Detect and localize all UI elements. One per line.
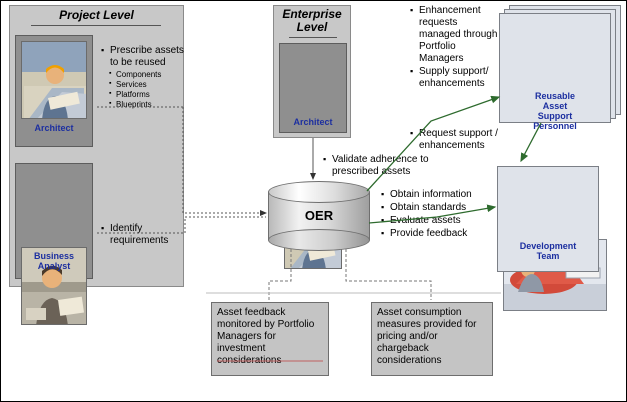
business-analyst-label: Business Analyst xyxy=(33,251,75,271)
architect-illustration xyxy=(22,42,87,119)
bullet-provide-feedback: ▪ Provide feedback xyxy=(381,228,501,240)
panel-enterprise-level-title: Enterprise Level xyxy=(282,7,342,34)
note-asset-consumption: Asset consumption measures provided for pricing and/or chargeback considerations xyxy=(371,302,493,376)
bullet-identify-text: ▪ Identify requirements xyxy=(101,223,181,247)
bullet-prescribe-assets xyxy=(101,45,185,110)
sub-blueprints: ▪ Blueprints xyxy=(109,100,185,110)
bullet-ras-actions xyxy=(410,5,500,91)
enterprise-architect-label: Architect xyxy=(293,117,333,127)
bullet-oer-actions xyxy=(381,189,501,241)
development-team-label: Development Team xyxy=(519,241,577,261)
project-title-underline xyxy=(31,25,161,26)
oer-repository-top xyxy=(268,181,370,203)
bullet-supply-support: ▪ Supply support/ enhancements xyxy=(410,66,500,90)
sub-components: ▪ Components xyxy=(109,70,185,80)
bullet-request-support-text: ▪ Request support / enhancements xyxy=(410,128,520,152)
bullet-obtain-standards: ▪ Obtain standards xyxy=(381,202,501,214)
bullet-request-support xyxy=(410,128,520,153)
bullet-evaluate-assets: ▪ Evaluate assets xyxy=(381,215,501,227)
ras-personnel-label: Reusable Asset Support Personnel xyxy=(533,91,577,131)
bullet-prescribe-main: ▪ Prescribe assets to be reused xyxy=(101,45,185,69)
bullet-validate-text: ▪ Validate adherence to prescribed assets xyxy=(323,154,441,178)
bullet-obtain-information: ▪ Obtain information xyxy=(381,189,501,201)
enterprise-title-underline xyxy=(289,37,337,38)
note-asset-feedback: Asset feedback monitored by Portfolio Managers for investment considerations xyxy=(211,302,329,376)
sub-platforms: ▪ Platforms xyxy=(109,90,185,100)
bullet-prescribe-sublist xyxy=(109,70,185,110)
project-architect-image xyxy=(21,41,87,119)
panel-project-level-title: Project Level xyxy=(59,8,134,22)
bullet-enhancement-requests: ▪ Enhancement requests managed through Portfolio Managers xyxy=(410,5,500,65)
bullet-identify-requirements xyxy=(101,223,181,248)
bullet-validate-adherence xyxy=(323,154,441,179)
oer-repository-bottom xyxy=(268,229,370,251)
oer-repository-label: OER xyxy=(304,208,334,223)
sub-services: ▪ Services xyxy=(109,80,185,90)
project-architect-label: Architect xyxy=(34,123,74,133)
